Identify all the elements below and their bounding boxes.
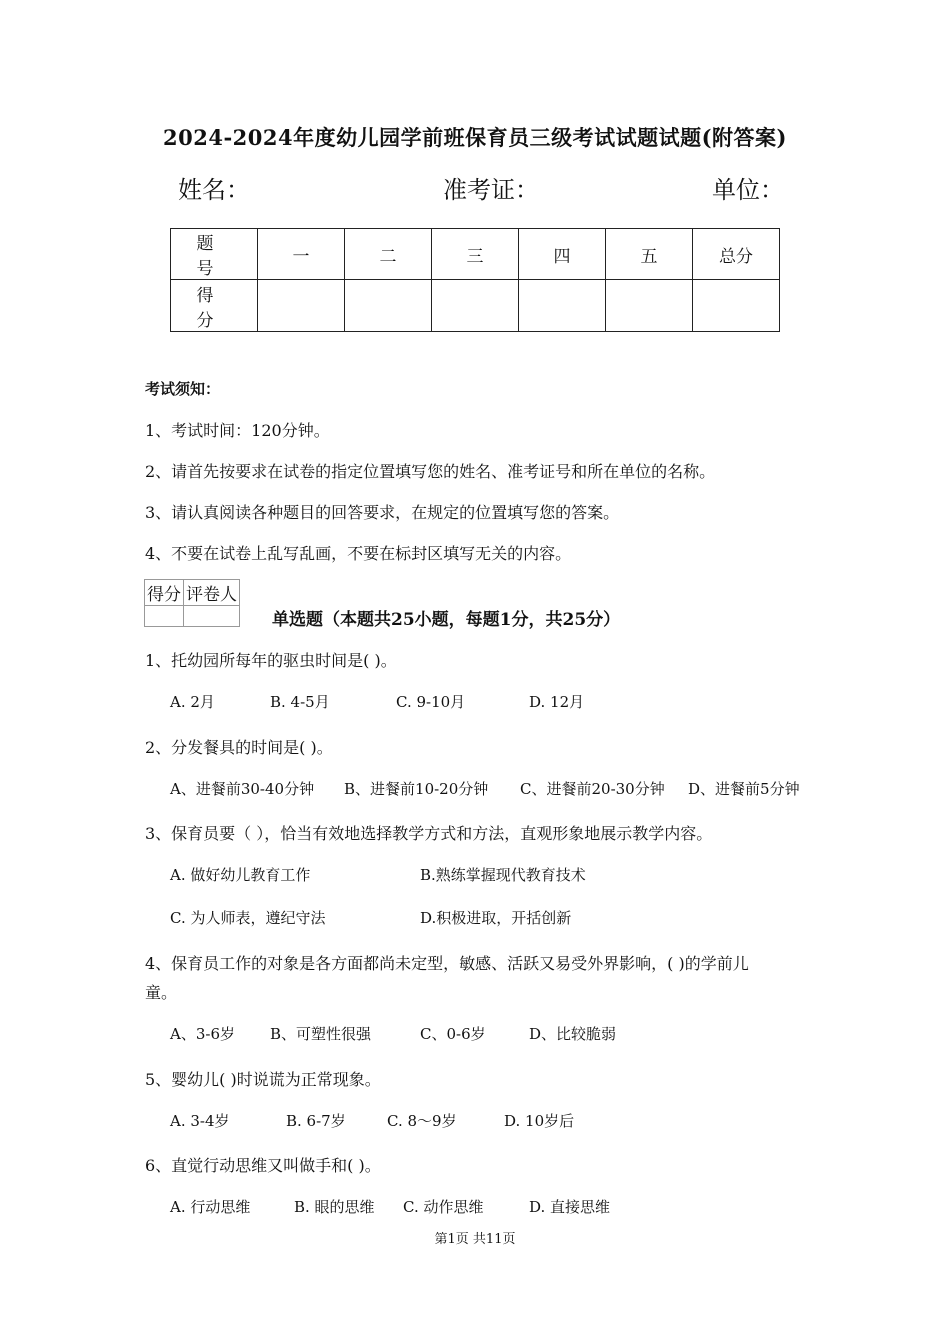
question-option[interactable]: D. 直接思维 bbox=[529, 1198, 611, 1216]
score-table bbox=[170, 228, 780, 332]
exam-number-field-label: 准考证： bbox=[443, 176, 539, 204]
question-option[interactable]: C、0-6岁 bbox=[420, 1025, 486, 1043]
score-table-header-cell: 五 bbox=[606, 229, 693, 280]
question-option[interactable]: D. 10岁后 bbox=[504, 1112, 575, 1130]
question-option[interactable]: B. 4-5月 bbox=[270, 693, 330, 711]
score-cell[interactable] bbox=[606, 280, 693, 332]
score-table-header-cell: 一 bbox=[258, 229, 345, 280]
grader-score-label: 得分 bbox=[145, 580, 184, 606]
score-table-row-label: 得 分 bbox=[171, 280, 258, 332]
score-table-header-cell: 三 bbox=[432, 229, 519, 280]
question-option[interactable]: A. 行动思维 bbox=[170, 1198, 251, 1216]
score-table-header-cell: 总分 bbox=[693, 229, 780, 280]
score-cell[interactable] bbox=[258, 280, 345, 332]
question-option[interactable]: B. 6-7岁 bbox=[286, 1112, 346, 1130]
question-option[interactable]: B、可塑性很强 bbox=[270, 1025, 372, 1043]
question-stem: 4、保育员工作的对象是各方面都尚未定型，敏感、活跃又易受外界影响，( )的学前儿 bbox=[145, 954, 749, 973]
score-table-header-cell: 二 bbox=[345, 229, 432, 280]
question-option[interactable]: C. 为人师表，遵纪守法 bbox=[170, 909, 326, 927]
score-table-header-label: 题 号 bbox=[171, 229, 258, 280]
question-option[interactable]: A、3-6岁 bbox=[170, 1025, 235, 1043]
question-stem: 5、婴幼儿( )时说谎为正常现象。 bbox=[145, 1070, 381, 1089]
question-option[interactable]: D、进餐前5分钟 bbox=[688, 780, 800, 798]
notice-item: 3、请认真阅读各种题目的回答要求，在规定的位置填写您的答案。 bbox=[145, 503, 620, 522]
notice-item: 4、不要在试卷上乱写乱画，不要在标封区填写无关的内容。 bbox=[145, 544, 572, 563]
question-stem: 1、托幼园所每年的驱虫时间是( )。 bbox=[145, 651, 397, 670]
score-cell[interactable] bbox=[432, 280, 519, 332]
question-stem-continuation: 童。 bbox=[145, 983, 178, 1002]
name-field-label: 姓名： bbox=[178, 176, 250, 204]
page-footer: 第1页 共11页 bbox=[434, 1232, 516, 1247]
question-option[interactable]: B.熟练掌握现代教育技术 bbox=[420, 866, 586, 884]
notice-item: 2、请首先按要求在试卷的指定位置填写您的姓名、准考证号和所在单位的名称。 bbox=[145, 462, 716, 481]
question-option[interactable]: A. 做好幼儿教育工作 bbox=[170, 866, 311, 884]
question-option[interactable]: A、进餐前30-40分钟 bbox=[170, 780, 315, 798]
question-option[interactable]: B、进餐前10-20分钟 bbox=[344, 780, 489, 798]
score-table-score-row bbox=[171, 280, 780, 332]
question-option[interactable]: A. 3-4岁 bbox=[170, 1112, 230, 1130]
score-table-header-row bbox=[171, 229, 780, 280]
question-option[interactable]: A. 2月 bbox=[170, 693, 215, 711]
question-stem: 2、分发餐具的时间是( )。 bbox=[145, 738, 333, 757]
question-option[interactable]: B. 眼的思维 bbox=[294, 1198, 375, 1216]
question-option[interactable]: C、进餐前20-30分钟 bbox=[520, 780, 665, 798]
grader-reviewer-cell[interactable] bbox=[184, 606, 240, 627]
grader-score-cell[interactable] bbox=[145, 606, 184, 627]
question-option[interactable]: C. 8～9岁 bbox=[387, 1112, 457, 1130]
question-option[interactable]: C. 9-10月 bbox=[396, 693, 466, 711]
score-cell[interactable] bbox=[345, 280, 432, 332]
score-cell[interactable] bbox=[519, 280, 606, 332]
score-table-header-cell: 四 bbox=[519, 229, 606, 280]
grader-reviewer-label: 评卷人 bbox=[184, 580, 240, 606]
section-title: 单选题（本题共25小题，每题1分，共25分） bbox=[272, 610, 621, 630]
score-cell[interactable] bbox=[693, 280, 780, 332]
question-stem: 3、保育员要（ ），恰当有效地选择教学方式和方法，直观形象地展示教学内容。 bbox=[145, 824, 713, 843]
document-title: 2024-2024年度幼儿园学前班保育员三级考试试题试题(附答案) bbox=[163, 125, 787, 150]
question-option[interactable]: D. 12月 bbox=[529, 693, 585, 711]
question-option[interactable]: C. 动作思维 bbox=[403, 1198, 484, 1216]
unit-field-label: 单位： bbox=[712, 176, 784, 204]
question-stem: 6、直觉行动思维又叫做手和( )。 bbox=[145, 1156, 381, 1175]
notice-heading: 考试须知： bbox=[145, 380, 221, 398]
question-option[interactable]: D、比较脆弱 bbox=[529, 1025, 617, 1043]
notice-item: 1、考试时间：120分钟。 bbox=[145, 421, 330, 440]
grader-box bbox=[144, 579, 240, 627]
question-option[interactable]: D.积极进取，开括创新 bbox=[420, 909, 572, 927]
